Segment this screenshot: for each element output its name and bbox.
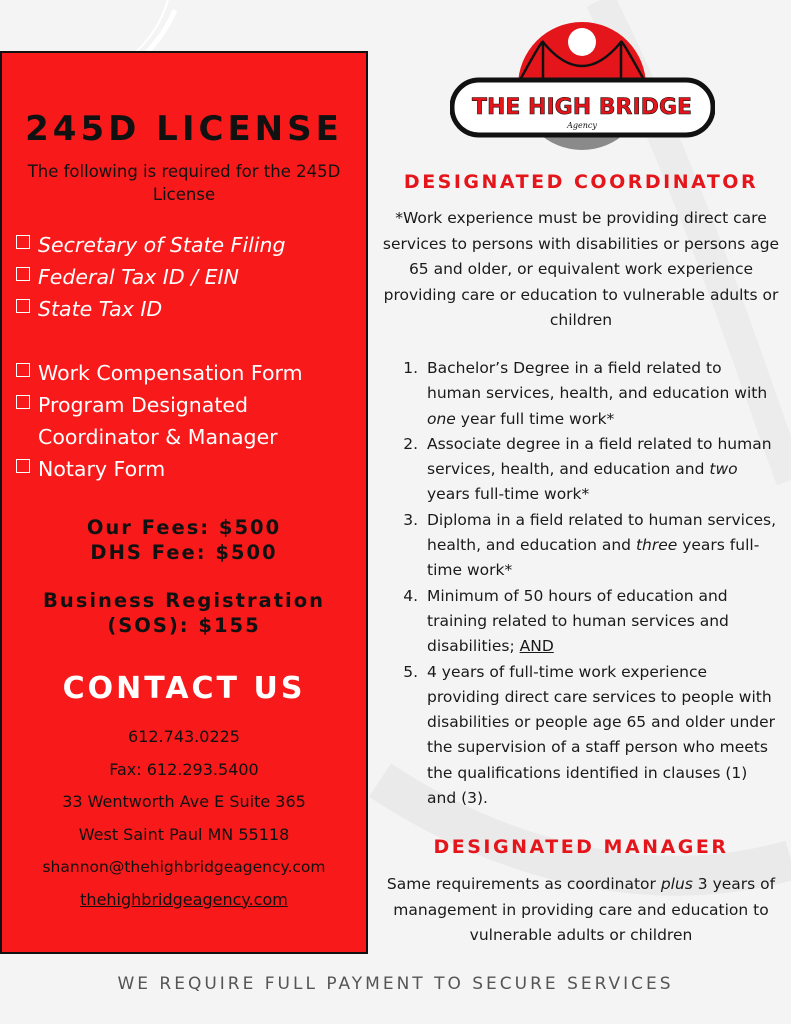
panel-subtitle: The following is required for the 245D License xyxy=(27,162,341,204)
checklist-item xyxy=(16,229,338,261)
address-line: West Saint Paul MN 55118 xyxy=(78,824,290,844)
manager-title: DESIGNATED MANAGER xyxy=(433,836,729,858)
payment-notice: WE REQUIRE FULL PAYMENT TO SECURE SERVICES xyxy=(117,974,674,994)
coordinator-title: DESIGNATED COORDINATOR xyxy=(403,171,759,193)
phone-number[interactable]: 612.743.0225 xyxy=(128,727,240,746)
checklist-item xyxy=(16,357,338,389)
checklist-label: State Tax ID xyxy=(38,297,163,321)
checklist-item xyxy=(16,389,338,453)
list-item: 4. Minimum of 50 hours of education and training related to human services and disabilities; AND xyxy=(398,584,778,660)
dhs-fee: DHS Fee: $500 xyxy=(90,541,278,564)
list-number: 2. xyxy=(403,434,418,453)
our-fees: Our Fees: $500 xyxy=(86,516,282,539)
checklist-item xyxy=(16,261,338,293)
checkbox-icon xyxy=(16,363,30,377)
manager-text: Same requirements as coordinator plus 3 years of management in providing care and education to vulnerable adults or children xyxy=(386,875,776,944)
list-number: 5. xyxy=(403,662,418,681)
business-registration-line: Business Registration xyxy=(42,589,326,612)
checklist-label: Program Designated Coordinator & Manager xyxy=(38,393,278,449)
panel-title: 245D LICENSE xyxy=(25,109,343,149)
checklist-item xyxy=(16,453,338,485)
requirements-checklist xyxy=(16,229,338,485)
list-item: 1. Bachelor’s Degree in a field related to human services, health, and education with one year full time work* xyxy=(398,356,778,432)
address-line: 33 Wentworth Ave E Suite 365 xyxy=(62,792,306,811)
checkbox-icon xyxy=(16,235,30,249)
fax-number: Fax: 612.293.5400 xyxy=(109,759,259,779)
contact-title: CONTACT US xyxy=(62,671,306,706)
business-registration-fee xyxy=(2,588,366,638)
checklist-item xyxy=(16,293,338,325)
website-link[interactable]: thehighbridgeagency.com xyxy=(80,889,288,909)
contact-details xyxy=(2,721,366,916)
checkbox-icon xyxy=(16,459,30,473)
high-bridge-logo xyxy=(450,20,715,155)
checklist-label: Notary Form xyxy=(38,457,166,481)
checkbox-icon xyxy=(16,299,30,313)
list-item: 2. Associate degree in a field related to human services, health, and education and two years full-time work* xyxy=(398,432,778,508)
logo-tagline: Agency xyxy=(567,121,597,130)
checkbox-icon xyxy=(16,395,30,409)
license-panel xyxy=(0,51,368,954)
checklist-label: Secretary of State Filing xyxy=(38,233,286,257)
business-registration-line: (SOS): $155 xyxy=(107,614,261,637)
coordinator-requirements xyxy=(398,356,778,811)
coordinator-intro: *Work experience must be providing direct care services to persons with disabilities or persons age 65 and older, or equivalent work experience providing care or education to vulnerable adults or children xyxy=(382,209,780,329)
list-item: 3. Diploma in a field related to human services, health, and education and three years full-time work* xyxy=(398,508,778,584)
email-link[interactable]: shannon@thehighbridgeagency.com xyxy=(42,858,326,876)
list-number: 4. xyxy=(403,586,418,605)
checkbox-icon xyxy=(16,267,30,281)
sun-icon xyxy=(568,28,596,56)
list-number: 1. xyxy=(403,359,418,377)
list-number: 3. xyxy=(403,510,418,529)
list-item: 5. 4 years of full-time work experience providing direct care services to people with disabilities or people age 65 and older under the supervision of a staff person who meets the qualifications identified in clauses (1) and (3). xyxy=(398,660,778,812)
logo-wordmark: THE HIGH BRIDGE xyxy=(471,95,693,120)
checklist-label: Federal Tax ID / EIN xyxy=(38,265,239,289)
fees-block xyxy=(2,515,366,565)
checklist-label: Work Compensation Form xyxy=(38,361,303,385)
